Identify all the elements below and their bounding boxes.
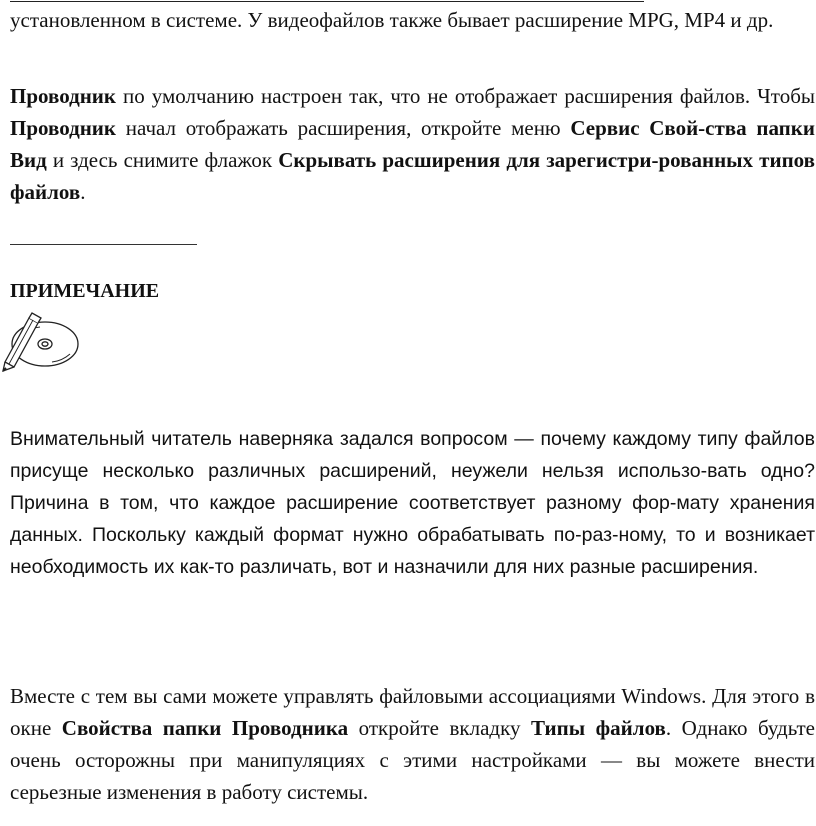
paragraph-top bbox=[10, 4, 815, 36]
pencil-disc-icon bbox=[2, 308, 82, 372]
window-name: Свойства папки Проводника bbox=[61, 716, 349, 740]
paragraph-bottom bbox=[10, 680, 815, 808]
top-divider bbox=[10, 1, 644, 2]
paragraph-bottom-text: . Однако будьте очень осторожны при манипуляциях с этими настройками — вы можете внести серьезные изменения в работу системы. bbox=[10, 716, 815, 804]
tab-name: Типы файлов bbox=[531, 716, 666, 740]
checkbox-name: Скрывать расширения для зарегистри-рованных типов файлов bbox=[10, 148, 815, 204]
note-text: Внимательный читатель наверняка задался вопросом — почему каждому типу файлов присуще несколько различных расширений, неужели нельзя использо-вать одно? Причина в том, что каждое расширение соответствует разному фор-мату хранения данных. Поскольку каждый формат нужно обрабатывать по-раз-ному, то и возникает необходимость их как-то различать, вот и назначили для них разные расширения. bbox=[10, 428, 815, 578]
menu-path: Сервис Свой-ства папки Вид bbox=[10, 116, 815, 172]
paragraph-bottom-text: Вместе с тем вы сами можете управлять файловыми ассоциациями Windows. Для этого в окне bbox=[10, 684, 815, 740]
paragraph-explorer-text: и здесь снимите флажок bbox=[46, 148, 279, 172]
paragraph-explorer-text: по умолчанию настроен так, что не отображает расширения файлов. Чтобы bbox=[116, 84, 815, 108]
note-heading: ПРИМЕЧАНИЕ bbox=[10, 280, 160, 302]
term-explorer: Проводник bbox=[10, 116, 117, 140]
paragraph-explorer-text: . bbox=[80, 180, 86, 204]
paragraph-explorer-text: начал отображать расширения, откройте меню bbox=[116, 116, 571, 140]
disc-inner bbox=[38, 339, 52, 349]
paragraph-top-text: установленном в системе. У видеофайлов также бывает расширение MPG, MP4 и др. bbox=[10, 8, 774, 32]
paragraph-explorer bbox=[10, 80, 815, 208]
term-explorer: Проводник bbox=[10, 84, 117, 108]
note-divider bbox=[10, 244, 197, 245]
disc-hole bbox=[42, 342, 48, 346]
paragraph-bottom-text: откройте вкладку bbox=[348, 716, 532, 740]
